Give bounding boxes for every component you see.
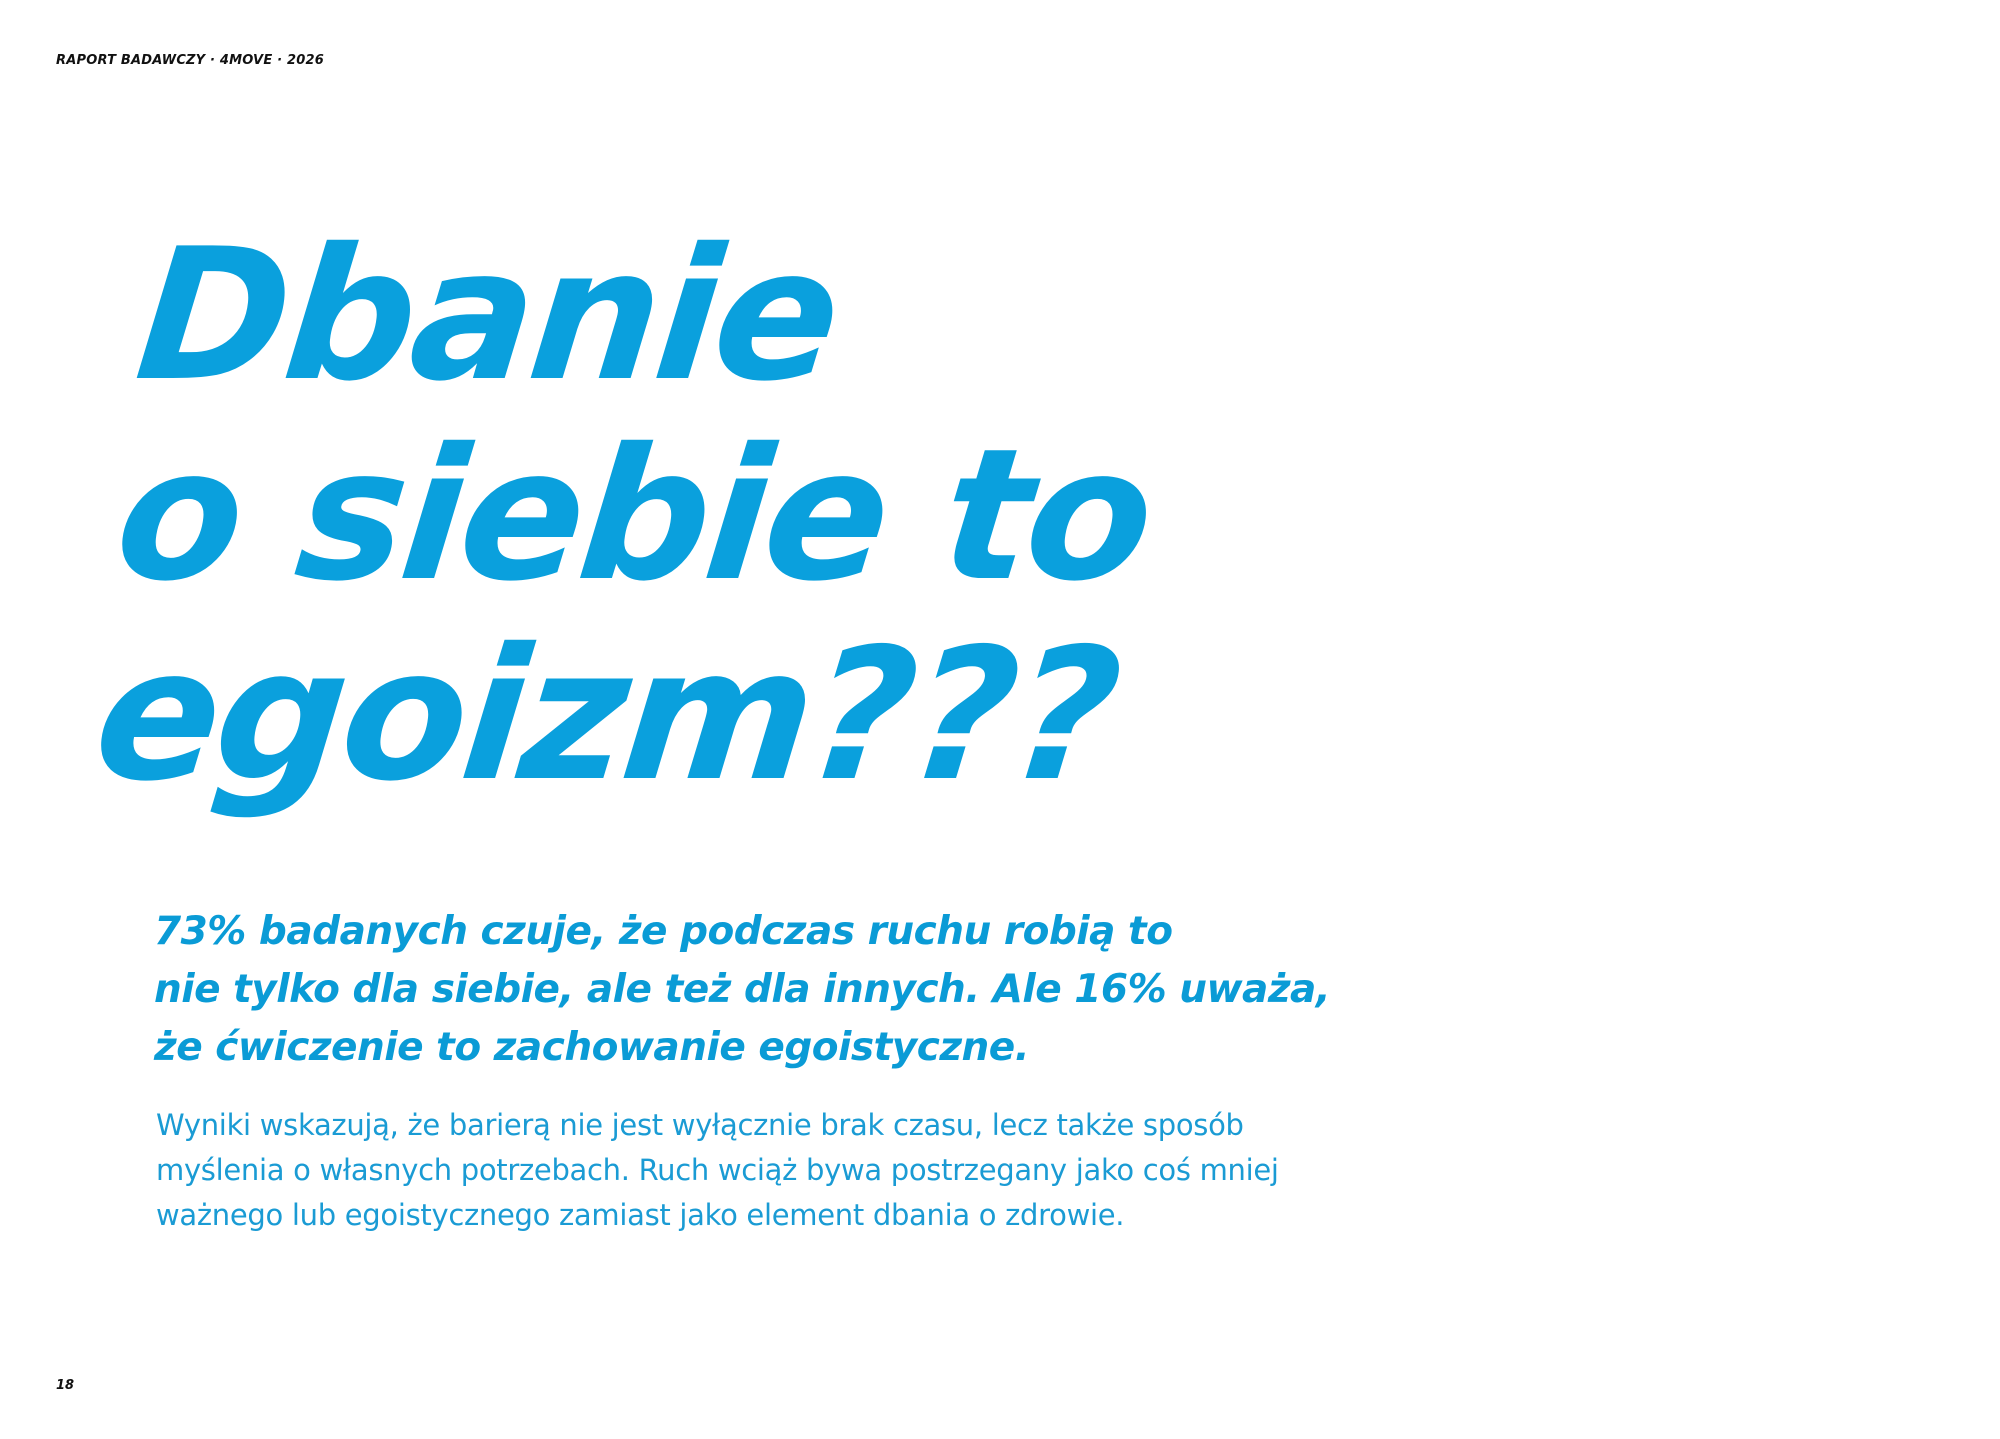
lead-line-2: nie tylko dla siebie, ale też dla innych. Ale 16% uważa,: [154, 967, 1331, 1012]
title-line-1: Dbanie: [128, 209, 847, 421]
running-header: RAPORT BADAWCZY · 4MOVE · 2026: [56, 53, 324, 68]
lead-line-1: 73% badanych czuje, że podczas ruchu robią to: [154, 909, 1173, 954]
body-paragraph: [156, 1103, 1456, 1238]
lead-line-3: że ćwiczenie to zachowanie egoistyczne.: [154, 1025, 1030, 1070]
page-number: 18: [56, 1378, 75, 1393]
body-line-1: Wyniki wskazują, że barierą nie jest wyłącznie brak czasu, lecz także sposób: [156, 1108, 1244, 1142]
title-line-3: egoizm???: [86, 609, 1127, 821]
page-title: [86, 209, 1450, 821]
title-line-2: o siebie to: [107, 409, 1160, 621]
body-line-2: myślenia o własnych potrzebach. Ruch wciąż bywa postrzegany jako coś mniej: [156, 1153, 1279, 1187]
lead-paragraph: [154, 903, 1454, 1077]
body-line-3: ważnego lub egoistycznego zamiast jako element dbania o zdrowie.: [156, 1198, 1125, 1232]
